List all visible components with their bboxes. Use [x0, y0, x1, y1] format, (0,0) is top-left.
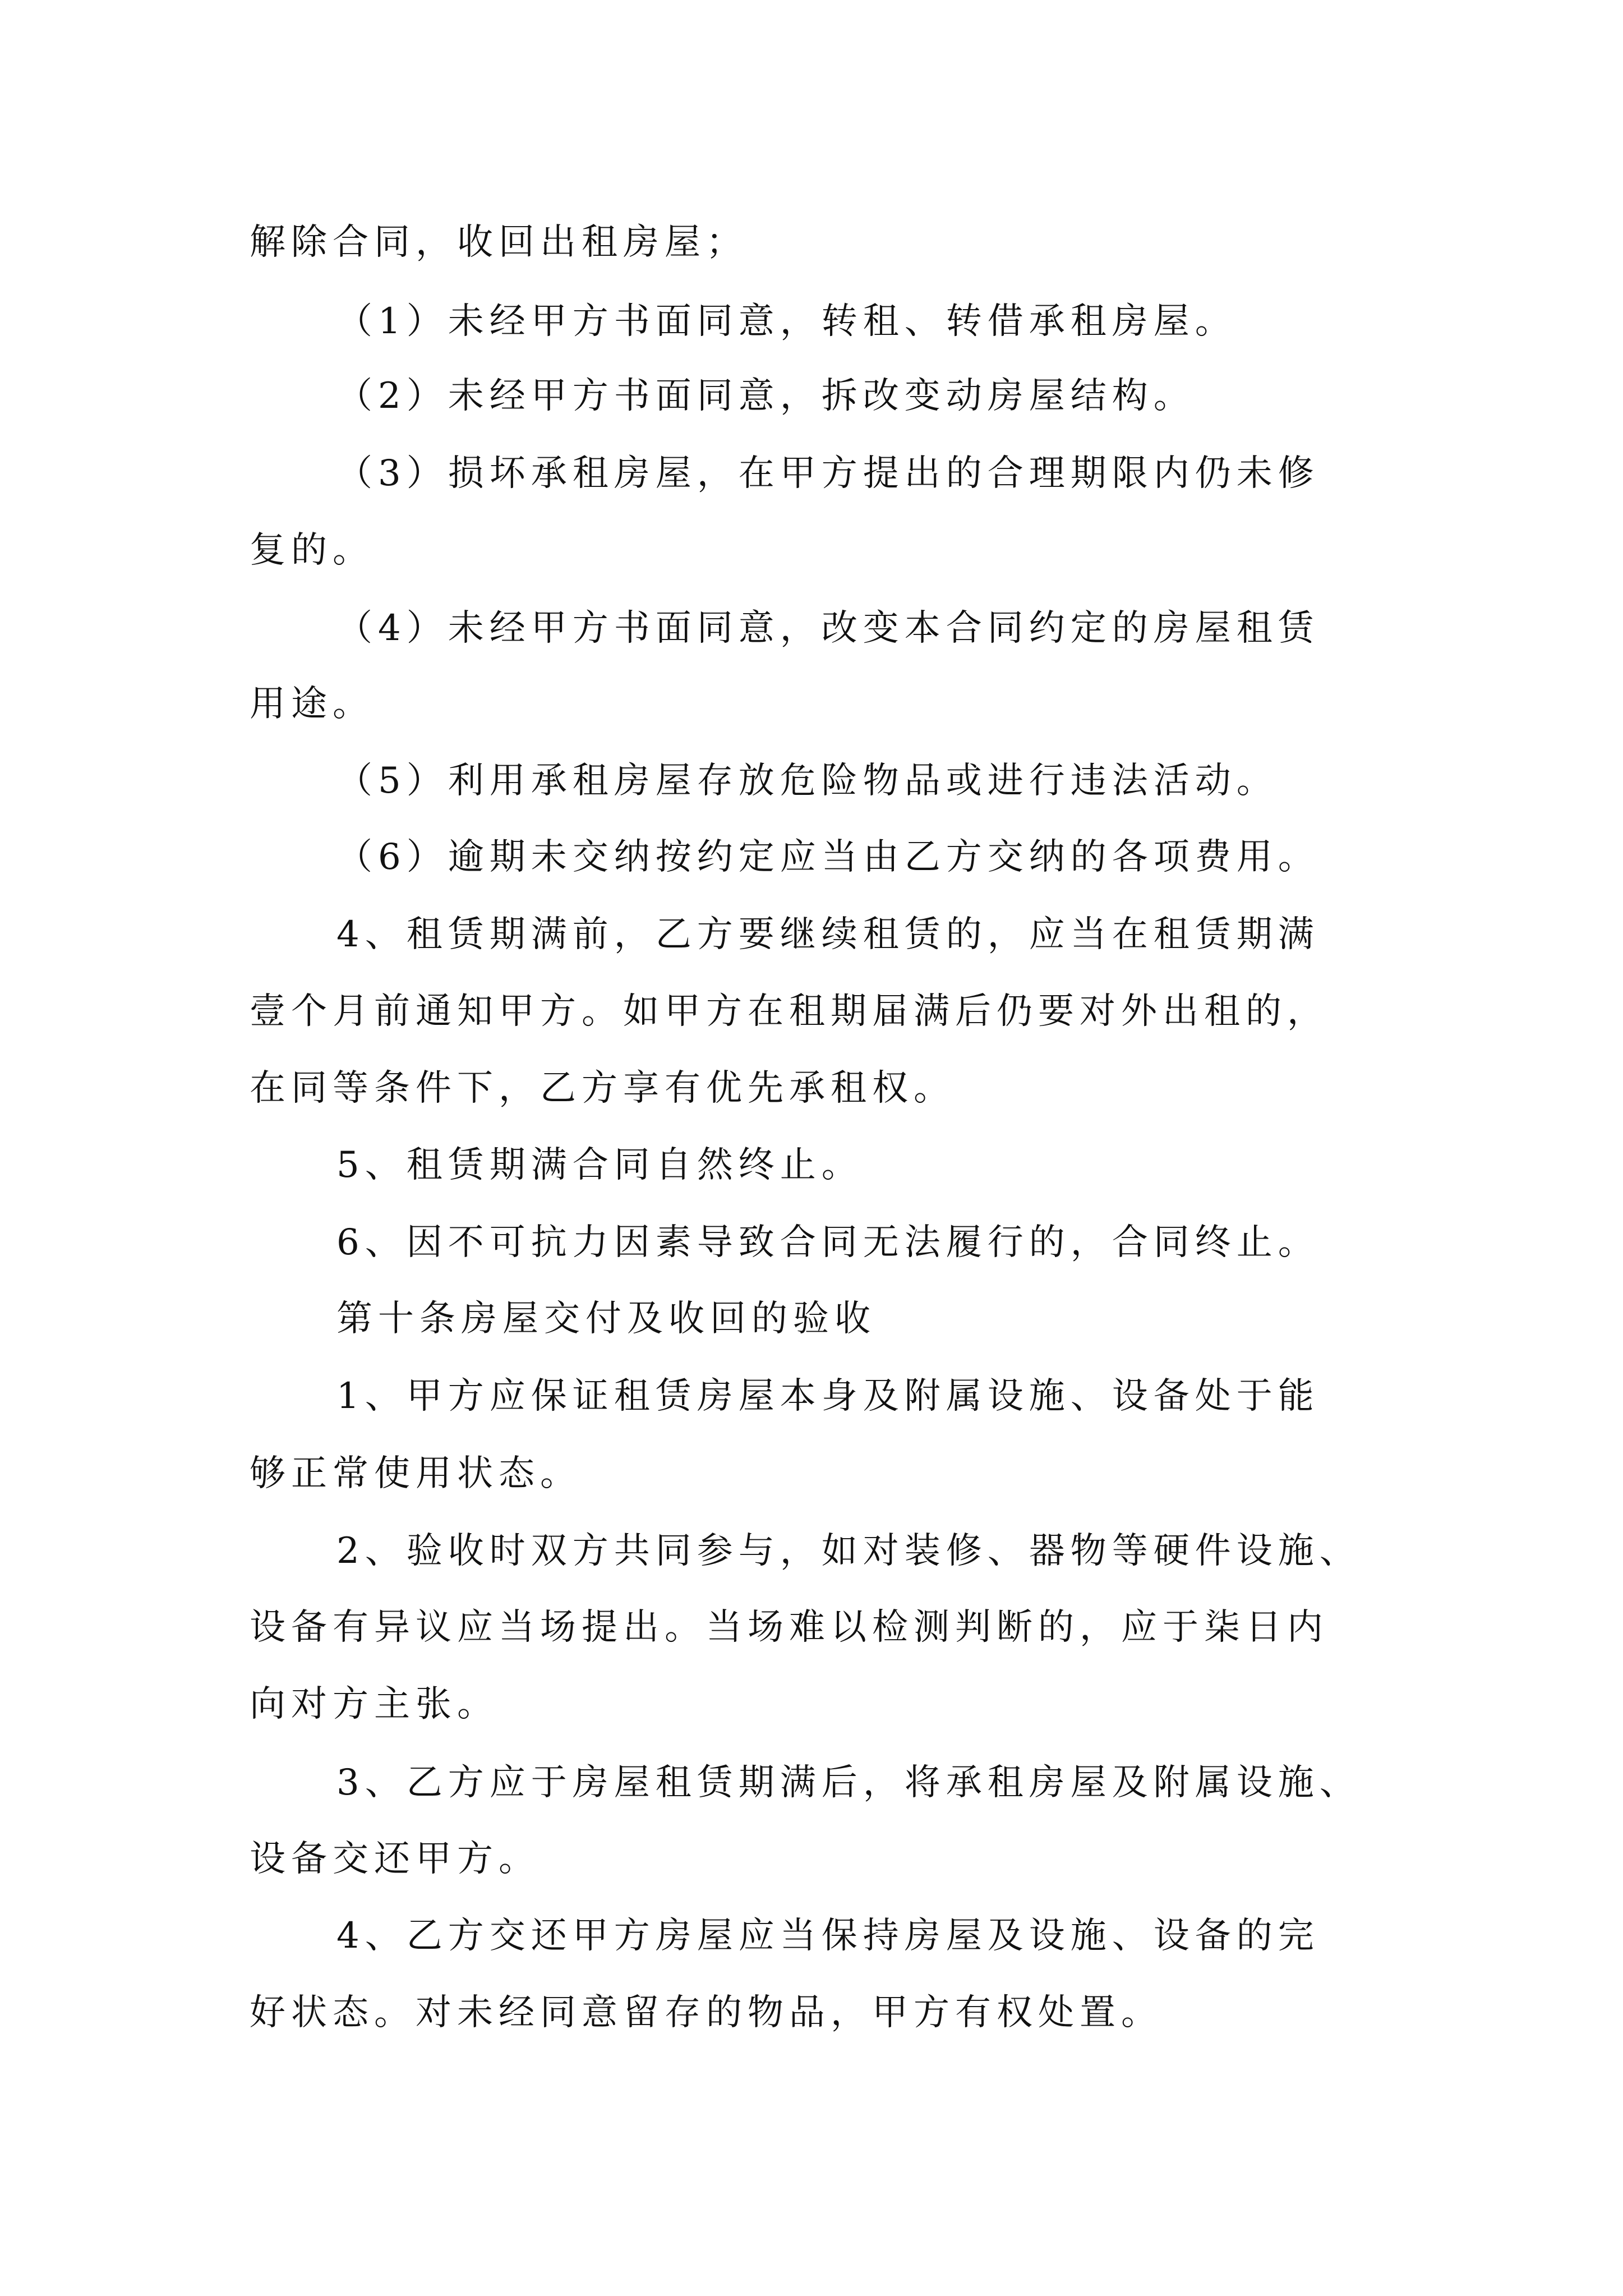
text-line-clause-3: （3）损坏承租房屋，在甲方提出的合理期限内仍未修 [336, 453, 1320, 494]
text-line-clause-6: （6）逾期未交纳按约定应当由乙方交纳的各项费用。 [336, 836, 1320, 878]
text-line-acceptance-1-cont: 够正常使用状态。 [250, 1453, 582, 1494]
text-line-acceptance-3-cont: 设备交还甲方。 [250, 1838, 540, 1880]
section-heading-article-10: 第十条房屋交付及收回的验收 [336, 1298, 876, 1340]
text-line-clause-4: （4）未经甲方书面同意，改变本合同约定的房屋租赁 [336, 608, 1320, 649]
text-line-item-6: 6、因不可抗力因素导致合同无法履行的，合同终止。 [336, 1222, 1320, 1263]
text-line-acceptance-4: 4、乙方交还甲方房屋应当保持房屋及设施、设备的完 [336, 1915, 1320, 1957]
text-line-clause-5: （5）利用承租房屋存放危险物品或进行违法活动。 [336, 760, 1278, 802]
text-line-clause-1: （1）未经甲方书面同意，转租、转借承租房屋。 [336, 301, 1237, 342]
text-line-clause-2: （2）未经甲方书面同意，拆改变动房屋结构。 [336, 375, 1195, 417]
text-line-clause-4-cont: 用途。 [250, 683, 374, 725]
text-line-item-4: 4、租赁期满前，乙方要继续租赁的，应当在租赁期满 [336, 914, 1320, 955]
text-line-acceptance-4-cont: 好状态。对未经同意留存的物品，甲方有权处置。 [250, 1992, 1163, 2033]
text-line-acceptance-1: 1、甲方应保证租赁房屋本身及附属设施、设备处于能 [336, 1375, 1320, 1417]
text-line-acceptance-2-cont-2: 向对方主张。 [250, 1683, 499, 1725]
text-line-item-4-cont-1: 壹个月前通知甲方。如甲方在租期届满后仍要对外出租的， [250, 991, 1329, 1032]
text-line-continuation: 解除合同，收回出租房屋； [250, 222, 748, 263]
text-line-item-5: 5、租赁期满合同自然终止。 [336, 1144, 863, 1186]
text-line-acceptance-3: 3、乙方应于房屋租赁期满后，将承租房屋及附属设施、 [336, 1762, 1361, 1803]
text-line-acceptance-2-cont-1: 设备有异议应当场提出。当场难以检测判断的，应于柒日内 [250, 1607, 1329, 1648]
text-line-item-4-cont-2: 在同等条件下，乙方享有优先承租权。 [250, 1068, 955, 1109]
text-line-clause-3-cont: 复的。 [250, 530, 374, 571]
text-line-acceptance-2: 2、验收时双方共同参与，如对装修、器物等硬件设施、 [336, 1530, 1361, 1572]
